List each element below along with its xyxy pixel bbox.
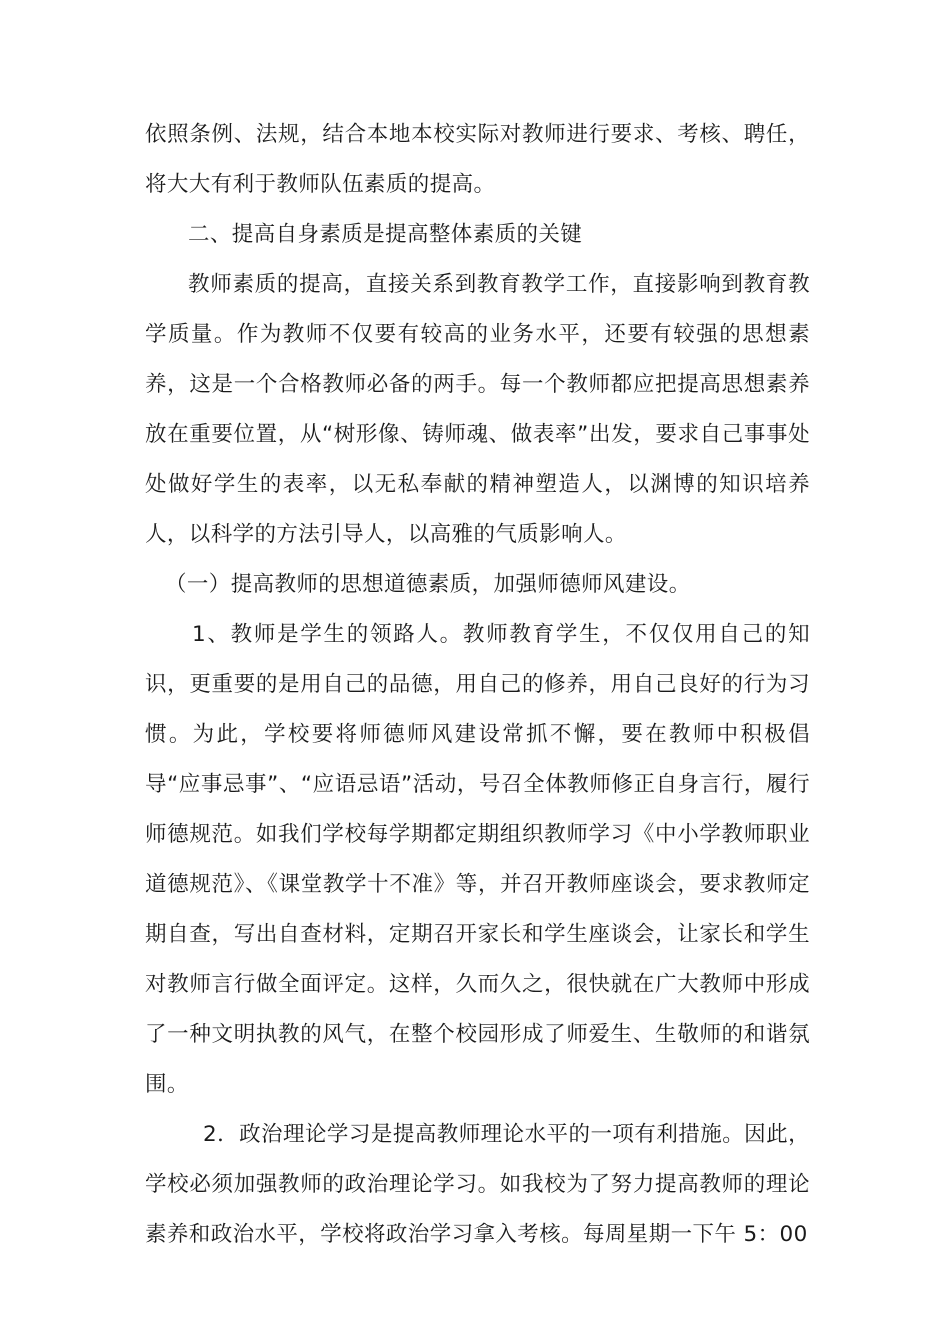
paragraph-continuation: 依照条例、法规，结合本地本校实际对教师进行要求、考核、聘任，将大大有利于教师队伍素质的提高。 [145,122,810,197]
document-body [145,110,810,1260]
section-heading: 二、提高自身素质是提高整体素质的关键 [188,222,583,247]
paragraph-item-1: 1、教师是学生的领路人。教师教育学生，不仅仅用自己的知识，更重要的是用自己的品德，用自己的修养，用自己良好的行为习惯。为此，学校要将师德师风建设常抓不懈，要在教师中积极倡导“应事忌事”、“应语忌语”活动，号召全体教师修正自身言行，履行师德规范。如我们学校每学期都定期组织教师学习《中小学教师职业道德规范》、《课堂教学十不准》等，并召开教师座谈会，要求教师定期自查，写出自查材料，定期召开家长和学生座谈会，让家长和学生对教师言行做全面评定。这样，久而久之，很快就在广大教师中形成了一种文明执教的风气，在整个校园形成了师爱生、生敬师的和谐氛围。 [145,622,810,1097]
paragraph-item-2: 2．政治理论学习是提高教师理论水平的一项有利措施。因此，学校必须加强教师的政治理论学习。如我校为了努力提高教师的理论素养和政治水平，学校将政治学习拿入考核。每周星期一下午 5：00 [145,1122,810,1247]
paragraph-teacher-quality: 教师素质的提高，直接关系到教育教学工作，直接影响到教育教学质量。作为教师不仅要有较高的业务水平，还要有较强的思想素养，这是一个合格教师必备的两手。每一个教师都应把提高思想素养放在重要位置，从“树形像、铸师魂、做表率”出发，要求自己事事处处做好学生的表率，以无私奉献的精神塑造人，以渊博的知识培养人，以科学的方法引导人，以高雅的气质影响人。 [145,272,810,547]
subsection-heading: （一）提高教师的思想道德素质，加强师德师风建设。 [165,572,691,597]
